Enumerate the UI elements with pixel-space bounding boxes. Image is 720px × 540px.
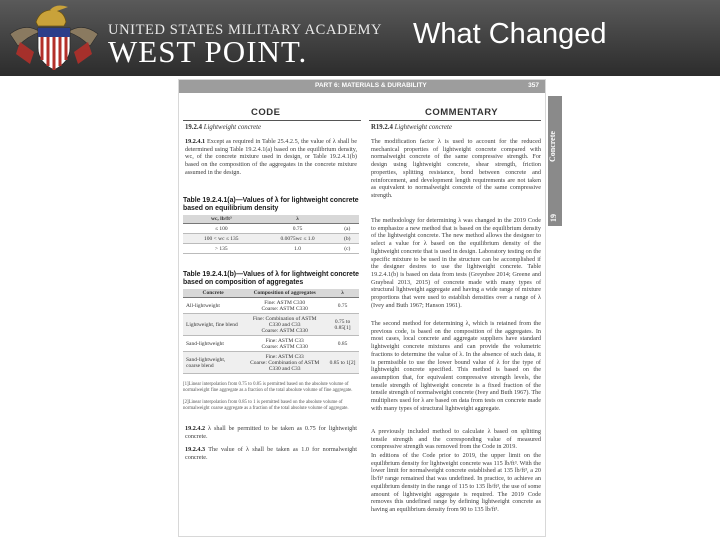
table-cell: Fine: ASTM C330 Coarse: ASTM C330	[243, 298, 326, 314]
table-cell: Fine: Combination of ASTM C330 and C33 Coarse: ASTM C330	[243, 314, 326, 336]
code-p3-number: 19.2.4.3	[185, 446, 206, 453]
table-a-header: wc, lb/ft³	[183, 215, 260, 224]
page-number: 357	[528, 82, 539, 89]
code-p2-text: λ shall be permitted to be taken as 0.75 for lightweight concrete.	[185, 425, 358, 440]
table-cell: 0.85	[326, 336, 359, 352]
table-b	[183, 289, 359, 374]
commentary-section-title: Lightweight concrete	[394, 124, 452, 131]
table-cell: Sand-lightweight	[183, 336, 243, 352]
code-section-number: 19.2.4	[185, 124, 202, 131]
table-b-title: Table 19.2.4.1(b)—Values of λ for lightweight concrete based on composition of aggregates	[183, 271, 360, 286]
table-cell: > 135	[183, 244, 260, 254]
table-row	[183, 298, 359, 314]
table-cell: All-lightweight	[183, 298, 243, 314]
code-page-image	[178, 79, 546, 537]
table-cell: 0.75	[326, 298, 359, 314]
table-row	[183, 352, 359, 374]
code-p1-number: 19.2.4.1	[185, 138, 206, 145]
code-p1-text: Except as required in Table 25.4.2.5, the value of λ shall be determined using Table 19.2.4.1(a) based on the equilibrium density, wc, of the concrete mixture used in design, or Table 19.2.4.1(b) based on the composition of the aggregates in the concrete mixture assumed in the design.	[185, 138, 357, 176]
table-cell: 0.85 to 1[2]	[326, 352, 359, 374]
table-a	[183, 215, 359, 254]
table-cell: ≤ 100	[183, 224, 260, 234]
slide-title: What Changed	[413, 18, 607, 50]
table-a-title: Table 19.2.4.1(a)—Values of λ for lightweight concrete based on equilibrium density	[183, 197, 359, 212]
code-section-heading	[185, 124, 261, 131]
table-a-header: λ	[260, 215, 336, 224]
code-paragraph-2	[185, 425, 357, 440]
chapter-tab-number: 19	[549, 214, 558, 222]
table-cell: (b)	[336, 234, 359, 244]
table-cell: Fine: ASTM C33 Coarse: ASTM C330	[243, 336, 326, 352]
table-cell: 0.75	[260, 224, 336, 234]
table-row	[183, 244, 359, 254]
table-cell: Sand-lightweight, coarse blend	[183, 352, 243, 374]
table-row	[183, 224, 359, 234]
code-paragraph-3	[185, 446, 357, 461]
table-b-footnote-1: [1]Linear interpolation from 0.75 to 0.85 is permitted based on the absolute volume of normalweight fine aggregate as a fraction of the total absolute volume of fine aggregate.	[183, 382, 353, 393]
commentary-section-number: R19.2.4	[371, 124, 393, 131]
commentary-heading-rule	[369, 120, 541, 121]
code-section-title: Lightweight concrete	[203, 124, 262, 131]
table-b-header: Composition of aggregates	[243, 289, 326, 298]
table-cell: (a)	[336, 224, 359, 234]
table-cell: 0.0075wc ≤ 1.0	[260, 234, 336, 244]
commentary-paragraph-3: The second method for determining λ, which is retained from the previous code, is based on the composition of the aggregates. In most cases, local concrete and aggregate suppliers have standard lightweight concrete mixtures and can provide the volumetric fractions to determine the value of λ. In the absence of such data, it is permissible to use the lower bound value of λ for the type of lightweight concrete specified. This method is based on the assumption that, for equivalent compressive strength levels, the tensile strength of lightweight concrete is a fixed fraction of the tensile strength of normalweight concrete (Ivey and Buth 1967). The multipliers used for λ are based on data from tests on concrete made with many types of structural lightweight aggregate.	[371, 320, 541, 412]
table-row	[183, 336, 359, 352]
table-cell: 100 < wc ≤ 135	[183, 234, 260, 244]
table-b-header: Concrete	[183, 289, 243, 298]
commentary-column-heading: COMMENTARY	[425, 107, 499, 118]
commentary-section-heading	[371, 124, 452, 131]
table-row	[183, 314, 359, 336]
table-row	[183, 234, 359, 244]
part-label: PART 6: MATERIALS & DURABILITY	[315, 82, 427, 89]
commentary-paragraph-2: The methodology for determining λ was changed in the 2019 Code to emphasize a new method that is based on the equilibrium density of the lightweight concrete. The new method allows the designer to select a value for λ based on the equilibrium density of the lightweight concrete that is used in design. Laboratory testing on the specific mixture to be used in the structure can be accomplished if the designer desires to use the lightweight concrete. Table 19.2.4.1(b) is based on data from tests (Greynbee 2014; Greene and Graybeal 2013, 2015) of concrete made with many types of structural lightweight aggregate and having a wide range of mixture proportions that were used to establish densities over a range of λ (Ivey and Buth 1967; Hanson 1961).	[371, 217, 541, 309]
commentary-paragraph-5: In editions of the Code prior to 2019, the upper limit on the equilibrium density for lightweight concrete was 115 lb/ft³. With the lower limit for normalweight concrete established at 135 lb/ft³, a 20 lb/ft³ range remained that was undefined. In practice, to achieve an equilibrium density in the range of 115 to 135 lb/ft³, the use of some amount of lightweight aggregate is required. The 2019 Code removes this undefined range by defining lightweight concrete as having an equilibrium density from 90 to 135 lb/ft³.	[371, 452, 541, 513]
part-header-bar	[179, 80, 545, 93]
code-paragraph-1	[185, 138, 357, 177]
table-cell: (c)	[336, 244, 359, 254]
commentary-paragraph-4: A previously included method to calculate λ based on splitting tensile strength and the corresponding value of measured compressive strength was removed from the Code in 2019.	[371, 428, 541, 451]
table-cell: Lightweight, fine blend	[183, 314, 243, 336]
west-point-crest-logo	[6, 4, 102, 72]
code-column-heading: CODE	[251, 107, 281, 118]
commentary-paragraph-1: The modification factor λ is used to account for the reduced mechanical properties of lightweight concrete compared with normalweight concrete of the same compressive strength. For design using lightweight concrete, shear strength, friction properties, splitting resistance, bond between concrete and reinforcement, and development length requirements are not taken as equivalent to normalweight concrete of the same compressive strength.	[371, 138, 541, 199]
table-b-footnote-2: [2]Linear interpolation from 0.85 to 1 is permitted based on the absolute volume of normalweight coarse aggregate as a fraction of the total absolute volume of aggregate.	[183, 400, 349, 411]
code-heading-rule	[183, 120, 361, 121]
table-cell: 0.75 to 0.85[1]	[326, 314, 359, 336]
table-cell: 1.0	[260, 244, 336, 254]
chapter-tab	[548, 96, 562, 226]
academy-wordmark: WEST POINT.	[108, 34, 308, 69]
slide-header	[0, 0, 720, 76]
table-b-header: λ	[326, 289, 359, 298]
code-p3-text: The value of λ shall be taken as 1.0 for normalweight concrete.	[185, 446, 357, 461]
code-p2-number: 19.2.4.2	[185, 425, 206, 432]
table-cell: Fine: ASTM C33 Coarse: Combination of ASTM C330 and C33	[243, 352, 326, 374]
academy-name: UNITED STATES MILITARY ACADEMY	[108, 22, 383, 38]
chapter-tab-word: Concrete	[548, 131, 557, 163]
table-a-header	[336, 215, 359, 224]
